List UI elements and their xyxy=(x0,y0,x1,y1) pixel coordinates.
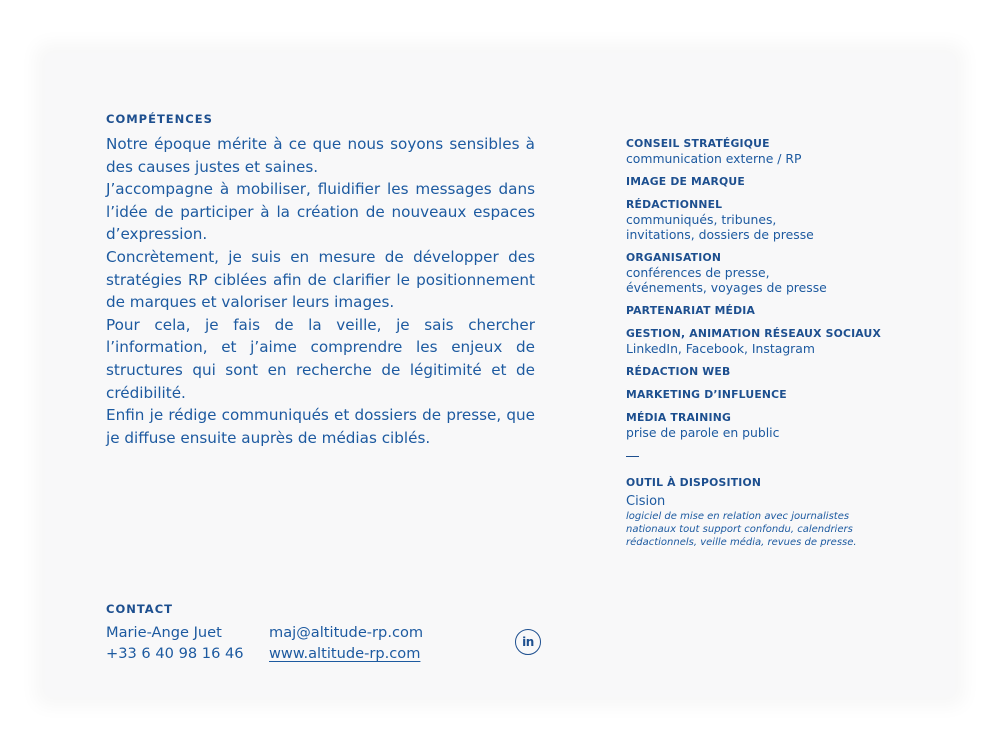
skill-title: MARKETING D’INFLUENCE xyxy=(626,388,787,401)
skills-list xyxy=(626,137,888,549)
intro-paragraph: Concrètement, je suis en mesure de développer des stratégies RP ciblées afin de clarifier le positionnement de marques et valoriser leurs images. xyxy=(106,247,535,312)
intro-paragraph: Enfin je rédige communiqués et dossiers de presse, que je diffuse ensuite auprès de médias ciblés. xyxy=(106,406,535,447)
contact-person xyxy=(106,622,244,664)
skill-title: MÉDIA TRAINING xyxy=(626,411,732,424)
skill-title: CONSEIL STRATÉGIQUE xyxy=(626,137,770,150)
tool-heading: OUTIL À DISPOSITION xyxy=(626,476,762,489)
skill-item xyxy=(626,388,888,402)
competences-card xyxy=(45,53,955,697)
intro-paragraph: Notre époque mérite à ce que nous soyons sensibles à des causes justes et saines. xyxy=(106,135,535,176)
skill-description: événements, voyages de presse xyxy=(626,280,827,295)
tool-description: logiciel de mise en relation avec journalistes xyxy=(626,511,850,522)
skill-title: IMAGE DE MARQUE xyxy=(626,175,745,188)
skill-item xyxy=(626,411,888,440)
skill-title: ORGANISATION xyxy=(626,251,722,264)
intro-paragraph: Pour cela, je fais de la veille, je sais chercher l’information, et j’aime comprendre les enjeux de structures qui sont en recherche de légitimité et de crédibilité. xyxy=(106,315,535,402)
skill-description: LinkedIn, Facebook, Instagram xyxy=(626,341,815,356)
skill-description: prise de parole en public xyxy=(626,425,780,440)
skill-item xyxy=(626,304,888,318)
tool-name: Cision xyxy=(626,494,666,509)
skill-item xyxy=(626,137,888,166)
skill-description: invitations, dossiers de presse xyxy=(626,227,814,242)
competences-heading: COMPÉTENCES xyxy=(106,112,213,126)
skill-item xyxy=(626,251,888,295)
skill-title: RÉDACTIONNEL xyxy=(626,198,723,211)
skill-item xyxy=(626,327,888,356)
section-divider xyxy=(626,456,639,457)
contact-phone: +33 6 40 98 16 46 xyxy=(106,645,244,662)
linkedin-icon[interactable] xyxy=(515,629,541,655)
skill-title: RÉDACTION WEB xyxy=(626,365,731,378)
skill-description: communiqués, tribunes, xyxy=(626,212,777,227)
contact-online xyxy=(269,622,423,664)
linkedin-glyph: in xyxy=(522,635,534,649)
contact-heading: CONTACT xyxy=(106,602,173,616)
tool-description: nationaux tout support confondu, calendriers xyxy=(626,524,853,535)
contact-name: Marie-Ange Juet xyxy=(106,624,222,641)
skill-description: conférences de presse, xyxy=(626,265,770,280)
skill-title: PARTENARIAT MÉDIA xyxy=(626,304,756,317)
competences-intro xyxy=(106,133,535,449)
skill-description: communication externe / RP xyxy=(626,151,802,166)
skill-title: GESTION, ANIMATION RÉSEAUX SOCIAUX xyxy=(626,327,882,340)
intro-paragraph: J’accompagne à mobiliser, fluidifier les messages dans l’idée de participer à la création de nouveaux espaces d’expression. xyxy=(106,180,535,244)
website-link[interactable]: www.altitude-rp.com xyxy=(269,645,421,662)
skill-item xyxy=(626,365,888,379)
skill-item xyxy=(626,175,888,189)
contact-email[interactable]: maj@altitude-rp.com xyxy=(269,624,424,641)
skill-item xyxy=(626,198,888,242)
tool-description: rédactionnels, veille média, revues de presse. xyxy=(626,537,857,548)
